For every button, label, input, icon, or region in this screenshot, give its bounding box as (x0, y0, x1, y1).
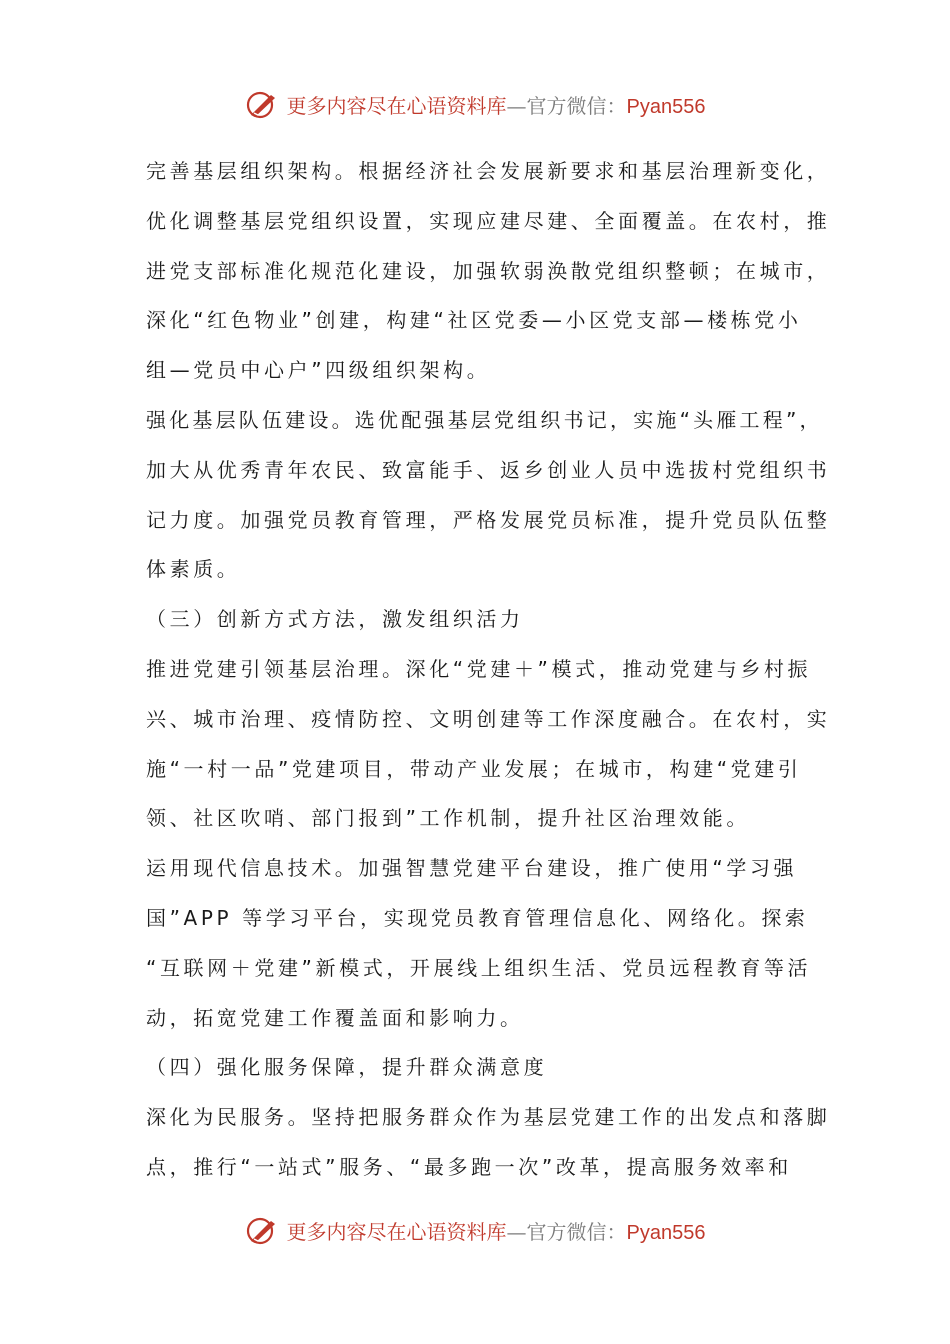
section-heading: （四）强化服务保障，提升群众满意度 (146, 1055, 548, 1080)
text-line: 施“一村一品”党建项目，带动产业发展；在城市，构建“党建引 (146, 756, 802, 781)
text-line: 优化调整基层党组织设置，实现应建尽建、全面覆盖。在农村，推 (146, 208, 831, 233)
document-body (146, 147, 831, 1193)
pen-logo-icon (245, 1215, 279, 1245)
text-line: 记力度。加强党员教育管理，严格发展党员标准，提升党员队伍整 (146, 507, 831, 532)
text-line: 动，拓宽党建工作覆盖面和影响力。 (146, 1005, 524, 1030)
pen-logo-icon (245, 89, 279, 119)
text-line: 兴、城市治理、疫情防控、文明创建等工作深度融合。在农村，实 (146, 706, 831, 731)
footer-watermark (0, 1212, 950, 1248)
text-line: 强化基层队伍建设。选优配强基层党组织书记，实施“头雁工程”， (146, 407, 823, 432)
watermark-text: 更多内容尽在心语资料库—官方微信：Pyan556 (286, 1219, 706, 1244)
text-line: 深化为民服务。坚持把服务群众作为基层党建工作的出发点和落脚 (146, 1105, 831, 1130)
section-heading: （三）创新方式方法，激发组织活力 (146, 607, 524, 632)
header-watermark (0, 86, 950, 122)
watermark-text: 更多内容尽在心语资料库—官方微信：Pyan556 (286, 93, 706, 118)
text-line: 深化“红色物业”创建，构建“社区党委—小区党支部—楼栋党小 (146, 308, 802, 333)
text-line: 体素质。 (146, 557, 241, 582)
text-line: 加大从优秀青年农民、致富能手、返乡创业人员中选拔村党组织书 (146, 457, 831, 482)
text-line: 进党支部标准化规范化建设，加强软弱涣散党组织整顿；在城市， (146, 258, 831, 283)
text-line: “互联网＋党建”新模式，开展线上组织生活、党员远程教育等活 (146, 955, 812, 980)
text-line: 完善基层组织架构。根据经济社会发展新要求和基层治理新变化， (146, 159, 831, 183)
text-line: 运用现代信息技术。加强智慧党建平台建设，推广使用“学习强 (146, 856, 798, 881)
text-line: 点，推行“一站式”服务、“最多跑一次”改革，提高服务效率和 (146, 1154, 792, 1179)
text-line: 领、社区吹哨、部门报到”工作机制，提升社区治理效能。 (146, 806, 750, 831)
text-line: 推进党建引领基层治理。深化“党建＋”模式，推动党建与乡村振 (146, 656, 812, 681)
text-line: 组—党员中心户”四级组织架构。 (146, 358, 491, 383)
text-line: 国”APP 等学习平台，实现党员教育管理信息化、网络化。探索 (146, 905, 809, 930)
